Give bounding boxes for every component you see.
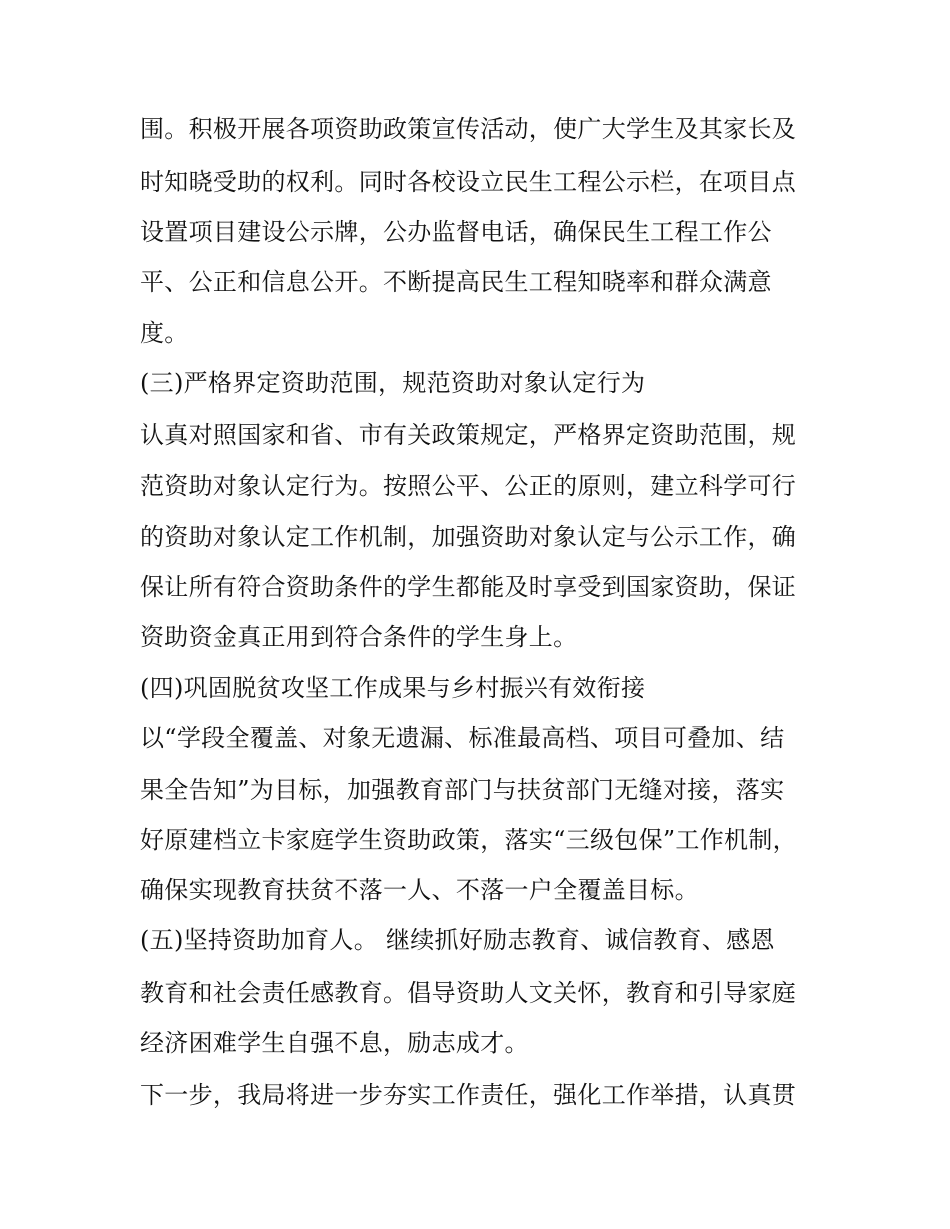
section-heading-5: (五)坚持资助加育人。 继续抓好励志教育、诚信教育、感恩 (140, 926, 775, 954)
text-line: 以“学段全覆盖、对象无遗漏、标准最高档、项目可叠加、结 (140, 724, 785, 752)
text-line: 平、公正和信息公开。不断提高民生工程知晓率和群众满意 (140, 268, 772, 296)
text-line: 好原建档立卡家庭学生资助政策，落实“三级包保”工作机制， (140, 826, 797, 854)
text-line: 度。 (140, 319, 189, 347)
text-line: 下一步，我局将进一步夯实工作责任，强化工作举措，认真贯 (140, 1081, 797, 1109)
text-line: 资助资金真正用到符合条件的学生身上。 (140, 623, 578, 651)
section-heading-3: (三)严格界定资助范围，规范资助对象认定行为 (140, 369, 646, 397)
section-heading-4: (四)巩固脱贫攻坚工作成果与乡村振兴有效衔接 (140, 674, 646, 702)
text-line: 围。积极开展各项资助政策宣传活动，使广大学生及其家长及 (140, 115, 797, 143)
text-line: 的资助对象认定工作机制，加强资助对象认定与公示工作，确 (140, 523, 797, 551)
text-line: 果全告知”为目标，加强教育部门与扶贫部门无缝对接，落实 (140, 776, 785, 804)
text-line: 保让所有符合资助条件的学生都能及时享受到国家资助，保证 (140, 573, 797, 601)
text-line: 时知晓受助的权利。同时各校设立民生工程公示栏，在项目点 (140, 168, 797, 196)
text-line: 确保实现教育扶贫不落一人、不落一户全覆盖目标。 (140, 876, 699, 904)
text-line: 教育和社会责任感教育。倡导资助人文关怀，教育和引导家庭 (140, 979, 797, 1007)
text-line: 范资助对象认定行为。按照公平、公正的原则，建立科学可行 (140, 472, 797, 500)
text-line: 认真对照国家和省、市有关政策规定，严格界定资助范围，规 (140, 421, 797, 449)
text-line: 经济困难学生自强不息，励志成才。 (140, 1029, 529, 1057)
text-line: 设置项目建设公示牌，公办监督电话，确保民生工程工作公 (140, 218, 772, 246)
